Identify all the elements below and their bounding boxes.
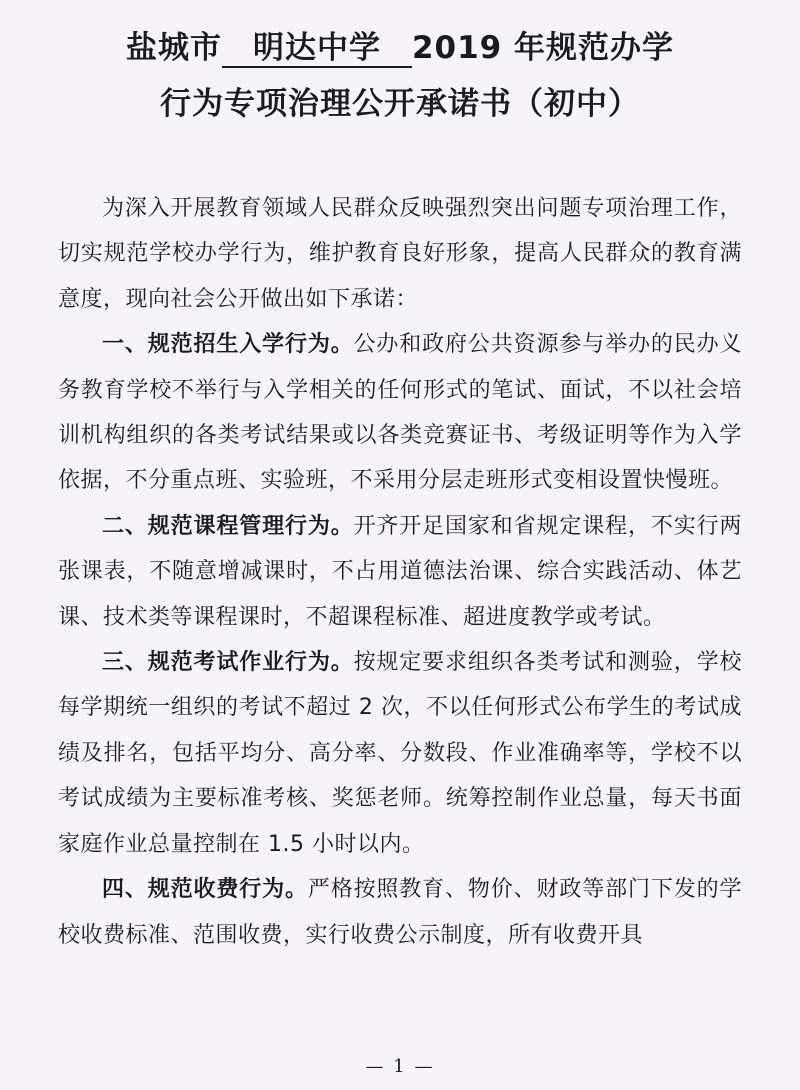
page-number: — 1 — xyxy=(365,1056,435,1077)
section-text: 开齐开足国家和省规定课程，不实行两张课表，不随意增减课时，不占用道德法治课、综合实践活动、体艺课、技术类等课程课时，不超课程标准、超进度教学或考试。 xyxy=(58,513,742,630)
document-body xyxy=(58,186,742,958)
title-city: 盐城市 xyxy=(125,30,222,66)
section-text: 按规定要求组织各类考试和测验，学校每学期统一组织的考试不超过 2 次，不以任何形式公布学生的考试成绩及排名，包括平均分、高分率、分数段、作业准确率等，学校不以考试成绩为主要标准考核、奖惩老师。统筹控制作业总量，每天书面家庭作业总量控制在 1.5 小时以内。 xyxy=(58,650,742,857)
school-name: 明达中学 xyxy=(222,30,412,68)
document-title-line-1 xyxy=(0,28,800,68)
section-heading: 四、规范收费行为。 xyxy=(102,877,308,903)
section-exams-homework xyxy=(58,640,742,867)
section-fees xyxy=(58,867,742,958)
section-text: 严格按照教育、物价、财政等部门下发的学校收费标准、范围收费，实行收费公示制度，所有收费开具 xyxy=(58,877,742,948)
section-heading: 一、规范招生入学行为。 xyxy=(102,332,354,358)
section-enrollment xyxy=(58,322,742,504)
title-year-subject: 2019 年规范办学 xyxy=(411,30,675,66)
section-text: 公办和政府公共资源参与举办的民办义务教育学校不举行与入学相关的任何形式的笔试、面试，不以社会培训机构组织的各类考试结果或以各类竞赛证书、考级证明等作为入学依据，不分重点班、实验班，不采用分层走班形式变相设置快慢班。 xyxy=(58,332,742,494)
section-heading: 二、规范课程管理行为。 xyxy=(102,513,354,539)
section-heading: 三、规范考试作业行为。 xyxy=(102,650,354,676)
section-curriculum xyxy=(58,504,742,640)
document-title-line-2: 行为专项治理公开承诺书（初中） xyxy=(160,86,640,122)
intro-paragraph: 为深入开展教育领域人民群众反映强烈突出问题专项治理工作，切实规范学校办学行为，维护教育良好形象，提高人民群众的教育满意度，现向社会公开做出如下承诺： xyxy=(58,196,742,312)
